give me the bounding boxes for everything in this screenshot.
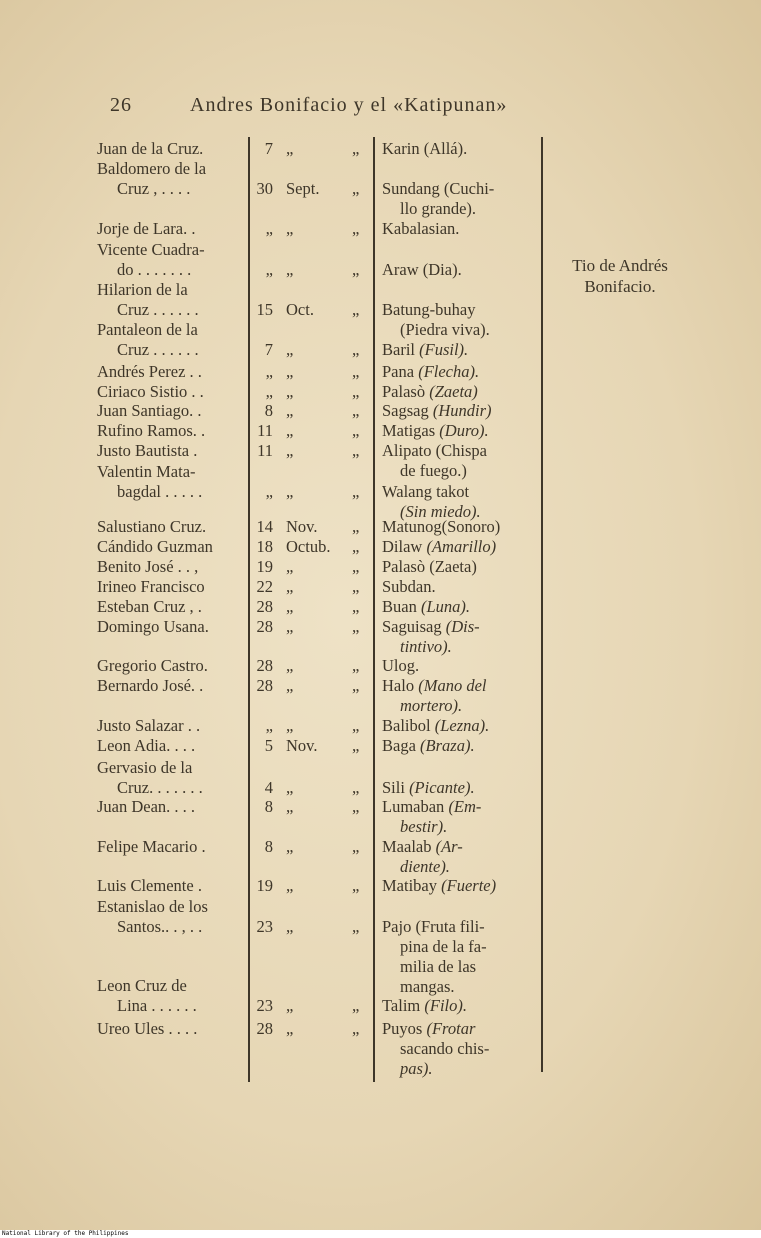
member-name <box>97 219 245 239</box>
symbolic-text: Karin (Allá). <box>382 139 468 158</box>
member-name-line: Benito José . . , <box>97 557 199 576</box>
member-name-line: Bernardo José. . <box>97 676 204 695</box>
symbolic-name <box>382 482 540 522</box>
symbolic-name-line <box>382 996 540 1016</box>
member-name-line: Vicente Cuadra- <box>97 240 205 259</box>
symbolic-name-line <box>382 362 540 382</box>
symbolic-text: Balibol <box>382 716 435 735</box>
member-name <box>97 716 245 736</box>
member-name-line: Santos.. . , . . <box>117 917 203 936</box>
initiation-year: „ <box>352 837 360 856</box>
initiation-month: „ <box>286 676 294 695</box>
symbolic-text: mangas. <box>400 977 455 996</box>
initiation-day: 8 <box>264 797 273 816</box>
symbolic-text: Maalab <box>382 837 436 856</box>
symbolic-name <box>382 421 540 441</box>
initiation-day: 23 <box>256 996 273 1015</box>
member-name-line: bagdal . . . . . <box>117 482 203 501</box>
initiation-month: Sept. <box>286 179 320 198</box>
symbolic-name <box>382 537 540 557</box>
member-name <box>97 362 245 382</box>
initiation-year: „ <box>352 996 360 1015</box>
initiation-month: „ <box>286 917 294 936</box>
symbolic-name-line <box>382 876 540 896</box>
symbolic-name <box>382 837 540 877</box>
initiation-day: 7 <box>264 340 273 359</box>
member-name <box>97 517 245 537</box>
initiation-day: 28 <box>256 1019 273 1038</box>
member-name <box>97 656 245 676</box>
translation-text: (Dis- <box>445 617 480 636</box>
member-name <box>97 897 245 937</box>
symbolic-name-line <box>382 401 540 421</box>
initiation-year: „ <box>352 482 360 501</box>
symbolic-name <box>382 557 540 577</box>
symbolic-name <box>382 617 540 657</box>
symbolic-name <box>382 362 540 382</box>
symbolic-name <box>382 778 540 798</box>
member-name <box>97 537 245 557</box>
symbolic-text: Pana <box>382 362 419 381</box>
initiation-year: „ <box>352 716 360 735</box>
member-name-line: Baldomero de la <box>97 159 207 178</box>
symbolic-name-line <box>382 557 540 577</box>
member-name-line: Leon Cruz de <box>97 976 187 995</box>
page-number: 26 <box>110 94 132 116</box>
translation-text: bestir). <box>400 817 448 836</box>
initiation-day: „ <box>265 260 273 279</box>
initiation-day: 28 <box>256 656 273 675</box>
symbolic-text: Dilaw <box>382 537 427 556</box>
initiation-year: „ <box>352 441 360 460</box>
initiation-day: 14 <box>256 517 273 536</box>
translation-text: tintivo). <box>400 637 452 656</box>
translation-text: pas). <box>400 1059 433 1078</box>
member-name-line: Hilarion de la <box>97 280 188 299</box>
translation-text: (Ar- <box>435 837 463 856</box>
member-name-line: Leon Adia. . . . <box>97 736 196 755</box>
initiation-day: 5 <box>264 736 273 755</box>
initiation-month: Nov. <box>286 517 318 536</box>
symbolic-name <box>382 517 540 537</box>
initiation-month: „ <box>286 996 294 1015</box>
symbolic-text: Puyos <box>382 1019 427 1038</box>
relation-line: Bonifacio. <box>584 277 656 296</box>
member-name <box>97 401 245 421</box>
symbolic-name <box>382 797 540 837</box>
member-name <box>97 421 245 441</box>
initiation-year: „ <box>352 300 360 319</box>
initiation-year: „ <box>352 876 360 895</box>
symbolic-name-line <box>382 461 540 481</box>
symbolic-name <box>382 996 540 1016</box>
member-name <box>97 837 245 857</box>
initiation-year: „ <box>352 421 360 440</box>
initiation-month: „ <box>286 401 294 420</box>
symbolic-name <box>382 736 540 756</box>
symbolic-name-line <box>382 219 540 239</box>
initiation-month: Oct. <box>286 300 314 319</box>
symbolic-text: Matibay <box>382 876 442 895</box>
member-name-line: Luis Clemente . <box>97 876 202 895</box>
symbolic-text: Talim <box>382 996 425 1015</box>
member-name <box>97 676 245 696</box>
member-name-line: Ureo Ules . . . . <box>97 1019 198 1038</box>
member-name <box>97 462 245 502</box>
member-name <box>97 557 245 577</box>
translation-text: mortero). <box>400 696 463 715</box>
symbolic-text: Sagsag <box>382 401 433 420</box>
symbolic-name <box>382 577 540 597</box>
initiation-month: Nov. <box>286 736 318 755</box>
symbolic-name-line <box>382 421 540 441</box>
relation-line: Tio de Andrés <box>572 256 668 275</box>
symbolic-name <box>382 716 540 736</box>
initiation-day: „ <box>265 482 273 501</box>
member-name-line: do . . . . . . . <box>117 260 192 279</box>
member-name-line: Valentin Mata- <box>97 462 196 481</box>
symbolic-name-line <box>382 617 540 637</box>
member-name-line: Justo Salazar . . <box>97 716 201 735</box>
initiation-day: „ <box>265 382 273 401</box>
translation-text: (Luna). <box>420 597 471 616</box>
page-header <box>110 94 507 117</box>
symbolic-text: Ulog. <box>382 656 420 675</box>
symbolic-text: Kabalasian. <box>382 219 460 238</box>
symbolic-name <box>382 656 540 676</box>
symbolic-name-line <box>382 696 540 716</box>
initiation-day: 28 <box>256 597 273 616</box>
symbolic-text: Buan <box>382 597 421 616</box>
symbolic-text: milia de las <box>400 957 477 976</box>
translation-text: (Hundir) <box>432 401 492 420</box>
member-name-line: Pantaleon de la <box>97 320 198 339</box>
initiation-month: „ <box>286 577 294 596</box>
translation-text: (Zaeta) <box>429 382 478 401</box>
translation-text: (Flecha). <box>418 362 480 381</box>
member-name-line: Gregorio Castro. <box>97 656 208 675</box>
initiation-month: „ <box>286 656 294 675</box>
member-name-line: Domingo Usana. <box>97 617 209 636</box>
symbolic-name-line <box>382 917 540 937</box>
symbolic-name-line <box>382 637 540 657</box>
symbolic-name-line <box>382 482 540 502</box>
initiation-year: „ <box>352 656 360 675</box>
symbolic-name-line <box>382 837 540 857</box>
initiation-month: „ <box>286 441 294 460</box>
member-name-line: Cruz , . . . . <box>117 179 191 198</box>
symbolic-name-line <box>382 778 540 798</box>
member-name <box>97 441 245 461</box>
symbolic-name-line <box>382 441 540 461</box>
symbolic-name-line <box>382 382 540 402</box>
translation-text: (Filo). <box>424 996 468 1015</box>
initiation-year: „ <box>352 1019 360 1038</box>
translation-text: (Duro). <box>439 421 489 440</box>
initiation-month: „ <box>286 597 294 616</box>
initiation-day: „ <box>265 219 273 238</box>
symbolic-name-line <box>382 1019 540 1039</box>
initiation-year: „ <box>352 778 360 797</box>
symbolic-name <box>382 139 540 159</box>
translation-text: (Amarillo) <box>426 537 497 556</box>
member-name <box>97 382 245 402</box>
symbolic-text: pina de la fa- <box>400 937 487 956</box>
symbolic-name-line <box>382 716 540 736</box>
symbolic-text: Matunog(Sonoro) <box>382 517 501 536</box>
initiation-day: 19 <box>256 557 273 576</box>
member-name-line: Juan de la Cruz. <box>97 139 204 158</box>
symbolic-text: Sundang (Cuchi- <box>382 179 495 198</box>
initiation-month: „ <box>286 778 294 797</box>
symbolic-name <box>382 300 540 340</box>
symbolic-text: Saguisag <box>382 617 446 636</box>
symbolic-text: Lumaban <box>382 797 449 816</box>
member-name-line: Salustiano Cruz. <box>97 517 207 536</box>
library-credit: National Library of the Philippines <box>0 1230 761 1238</box>
initiation-year: „ <box>352 617 360 636</box>
member-name <box>97 139 245 159</box>
member-name-line: Cruz . . . . . . <box>117 340 199 359</box>
symbolic-name-line <box>382 957 540 977</box>
symbolic-text: sacando chis- <box>400 1039 490 1058</box>
initiation-day: 28 <box>256 676 273 695</box>
member-name <box>97 876 245 896</box>
initiation-month: „ <box>286 716 294 735</box>
symbolic-name <box>382 219 540 239</box>
symbolic-name-line <box>382 179 540 199</box>
member-name <box>97 597 245 617</box>
symbolic-name-line <box>382 1059 540 1079</box>
symbolic-text: Araw (Dia). <box>382 260 462 279</box>
symbolic-name-line <box>382 260 540 280</box>
translation-text: (Fuerte) <box>441 876 497 895</box>
member-name-line: Cruz. . . . . . . <box>117 778 203 797</box>
member-name <box>97 758 245 798</box>
symbolic-name-line <box>382 139 540 159</box>
initiation-year: „ <box>352 139 360 158</box>
initiation-month: „ <box>286 260 294 279</box>
initiation-day: 8 <box>264 837 273 856</box>
initiation-year: „ <box>352 797 360 816</box>
initiation-year: „ <box>352 676 360 695</box>
initiation-year: „ <box>352 517 360 536</box>
initiation-year: „ <box>352 537 360 556</box>
symbolic-name <box>382 179 540 219</box>
member-name-line: Juan Dean. . . . <box>97 797 196 816</box>
symbolic-name-line <box>382 300 540 320</box>
member-name-line: Estanislao de los <box>97 897 208 916</box>
symbolic-text: de fuego.) <box>400 461 467 480</box>
initiation-year: „ <box>352 401 360 420</box>
symbolic-name-line <box>382 577 540 597</box>
member-name <box>97 976 245 1016</box>
initiation-day: „ <box>265 362 273 381</box>
member-name-line: Gervasio de la <box>97 758 193 777</box>
symbolic-name-line <box>382 199 540 219</box>
initiation-month: „ <box>286 139 294 158</box>
initiation-day: 8 <box>264 401 273 420</box>
symbolic-name-line <box>382 797 540 817</box>
initiation-day: „ <box>265 716 273 735</box>
symbolic-name-line <box>382 517 540 537</box>
column-rule-middle <box>373 137 375 1082</box>
symbolic-text: llo grande). <box>400 199 477 218</box>
initiation-month: „ <box>286 382 294 401</box>
symbolic-name <box>382 401 540 421</box>
symbolic-name-line <box>382 857 540 877</box>
translation-text: (Lezna). <box>434 716 490 735</box>
member-name <box>97 617 245 637</box>
initiation-year: „ <box>352 219 360 238</box>
initiation-month: „ <box>286 617 294 636</box>
member-name <box>97 240 245 280</box>
symbolic-text: Palasò <box>382 382 430 401</box>
member-name-line: Irineo Francisco <box>97 577 205 596</box>
initiation-month: „ <box>286 837 294 856</box>
initiation-month: „ <box>286 362 294 381</box>
translation-text: (Mano del <box>418 676 487 695</box>
initiation-day: 19 <box>256 876 273 895</box>
translation-text: (Braza). <box>420 736 475 755</box>
initiation-month: „ <box>286 876 294 895</box>
initiation-day: 15 <box>256 300 273 319</box>
initiation-year: „ <box>352 362 360 381</box>
initiation-day: 30 <box>256 179 273 198</box>
translation-text: (Sin miedo). <box>400 502 481 521</box>
initiation-day: 23 <box>256 917 273 936</box>
symbolic-name-line <box>382 340 540 360</box>
symbolic-name-line <box>382 1039 540 1059</box>
symbolic-text: Batung-buhay <box>382 300 476 319</box>
symbolic-name-line <box>382 736 540 756</box>
symbolic-name <box>382 1019 540 1079</box>
symbolic-text: Baril <box>382 340 420 359</box>
initiation-year: „ <box>352 577 360 596</box>
initiation-month: „ <box>286 219 294 238</box>
member-name-line: Andrés Perez . . <box>97 362 202 381</box>
initiation-year: „ <box>352 340 360 359</box>
symbolic-text: Sili <box>382 778 410 797</box>
symbolic-name-line <box>382 937 540 957</box>
member-name <box>97 577 245 597</box>
initiation-month: „ <box>286 421 294 440</box>
member-name-line: Juan Santiago. . <box>97 401 202 420</box>
running-title: Andres Bonifacio y el «Katipunan» <box>190 94 508 116</box>
translation-text: diente). <box>400 857 450 876</box>
symbolic-name-line <box>382 320 540 340</box>
translation-text: (Frotar <box>426 1019 476 1038</box>
symbolic-text: Palasò (Zaeta) <box>382 557 477 576</box>
initiation-day: 28 <box>256 617 273 636</box>
symbolic-name <box>382 260 540 280</box>
member-name-line: Cándido Guzman <box>97 537 213 556</box>
initiation-month: „ <box>286 1019 294 1038</box>
member-name <box>97 280 245 320</box>
initiation-year: „ <box>352 736 360 755</box>
symbolic-name <box>382 676 540 716</box>
symbolic-text: Walang takot <box>382 482 470 501</box>
translation-text: (Fusil). <box>419 340 469 359</box>
symbolic-name <box>382 876 540 896</box>
member-name <box>97 736 245 756</box>
symbolic-name-line <box>382 597 540 617</box>
member-name-line: Jorje de Lara. . <box>97 219 196 238</box>
symbolic-name-line <box>382 537 540 557</box>
symbolic-text: Pajo (Fruta fili- <box>382 917 485 936</box>
symbolic-name <box>382 382 540 402</box>
initiation-day: 22 <box>256 577 273 596</box>
member-name <box>97 1019 245 1039</box>
symbolic-name-line <box>382 676 540 696</box>
symbolic-text: (Piedra viva). <box>400 320 490 339</box>
member-name-line: Rufino Ramos. . <box>97 421 206 440</box>
symbolic-name <box>382 597 540 617</box>
symbolic-name <box>382 441 540 481</box>
member-name <box>97 159 245 199</box>
symbolic-text: Subdan. <box>382 577 436 596</box>
member-name-line: Ciriaco Sistio . . <box>97 382 204 401</box>
member-name-line: Cruz . . . . . . <box>117 300 199 319</box>
initiation-day: 11 <box>257 441 273 460</box>
member-name <box>97 797 245 817</box>
translation-text: (Em- <box>448 797 482 816</box>
initiation-month: „ <box>286 482 294 501</box>
initiation-year: „ <box>352 179 360 198</box>
symbolic-name-line <box>382 977 540 997</box>
member-name-line: Esteban Cruz , . <box>97 597 202 616</box>
symbolic-text: Halo <box>382 676 419 695</box>
initiation-day: 11 <box>257 421 273 440</box>
symbolic-name-line <box>382 656 540 676</box>
initiation-month: „ <box>286 340 294 359</box>
initiation-year: „ <box>352 260 360 279</box>
member-name-line: Justo Bautista . <box>97 441 198 460</box>
symbolic-text: Matigas <box>382 421 440 440</box>
symbolic-text: Alipato (Chispa <box>382 441 487 460</box>
initiation-month: „ <box>286 557 294 576</box>
initiation-day: 4 <box>264 778 273 797</box>
relation-note <box>540 255 700 297</box>
symbolic-name-line <box>382 817 540 837</box>
member-name <box>97 320 245 360</box>
initiation-year: „ <box>352 917 360 936</box>
column-rule-left <box>248 137 250 1082</box>
translation-text: (Picante). <box>409 778 475 797</box>
initiation-day: 7 <box>264 139 273 158</box>
initiation-day: 18 <box>256 537 273 556</box>
initiation-year: „ <box>352 382 360 401</box>
symbolic-text: Baga <box>382 736 421 755</box>
initiation-month: „ <box>286 797 294 816</box>
member-name-line: Felipe Macario . <box>97 837 206 856</box>
member-name-line: Lina . . . . . . <box>117 996 197 1015</box>
initiation-year: „ <box>352 597 360 616</box>
symbolic-name <box>382 917 540 997</box>
initiation-month: Octub. <box>286 537 331 556</box>
initiation-year: „ <box>352 557 360 576</box>
symbolic-name <box>382 340 540 360</box>
